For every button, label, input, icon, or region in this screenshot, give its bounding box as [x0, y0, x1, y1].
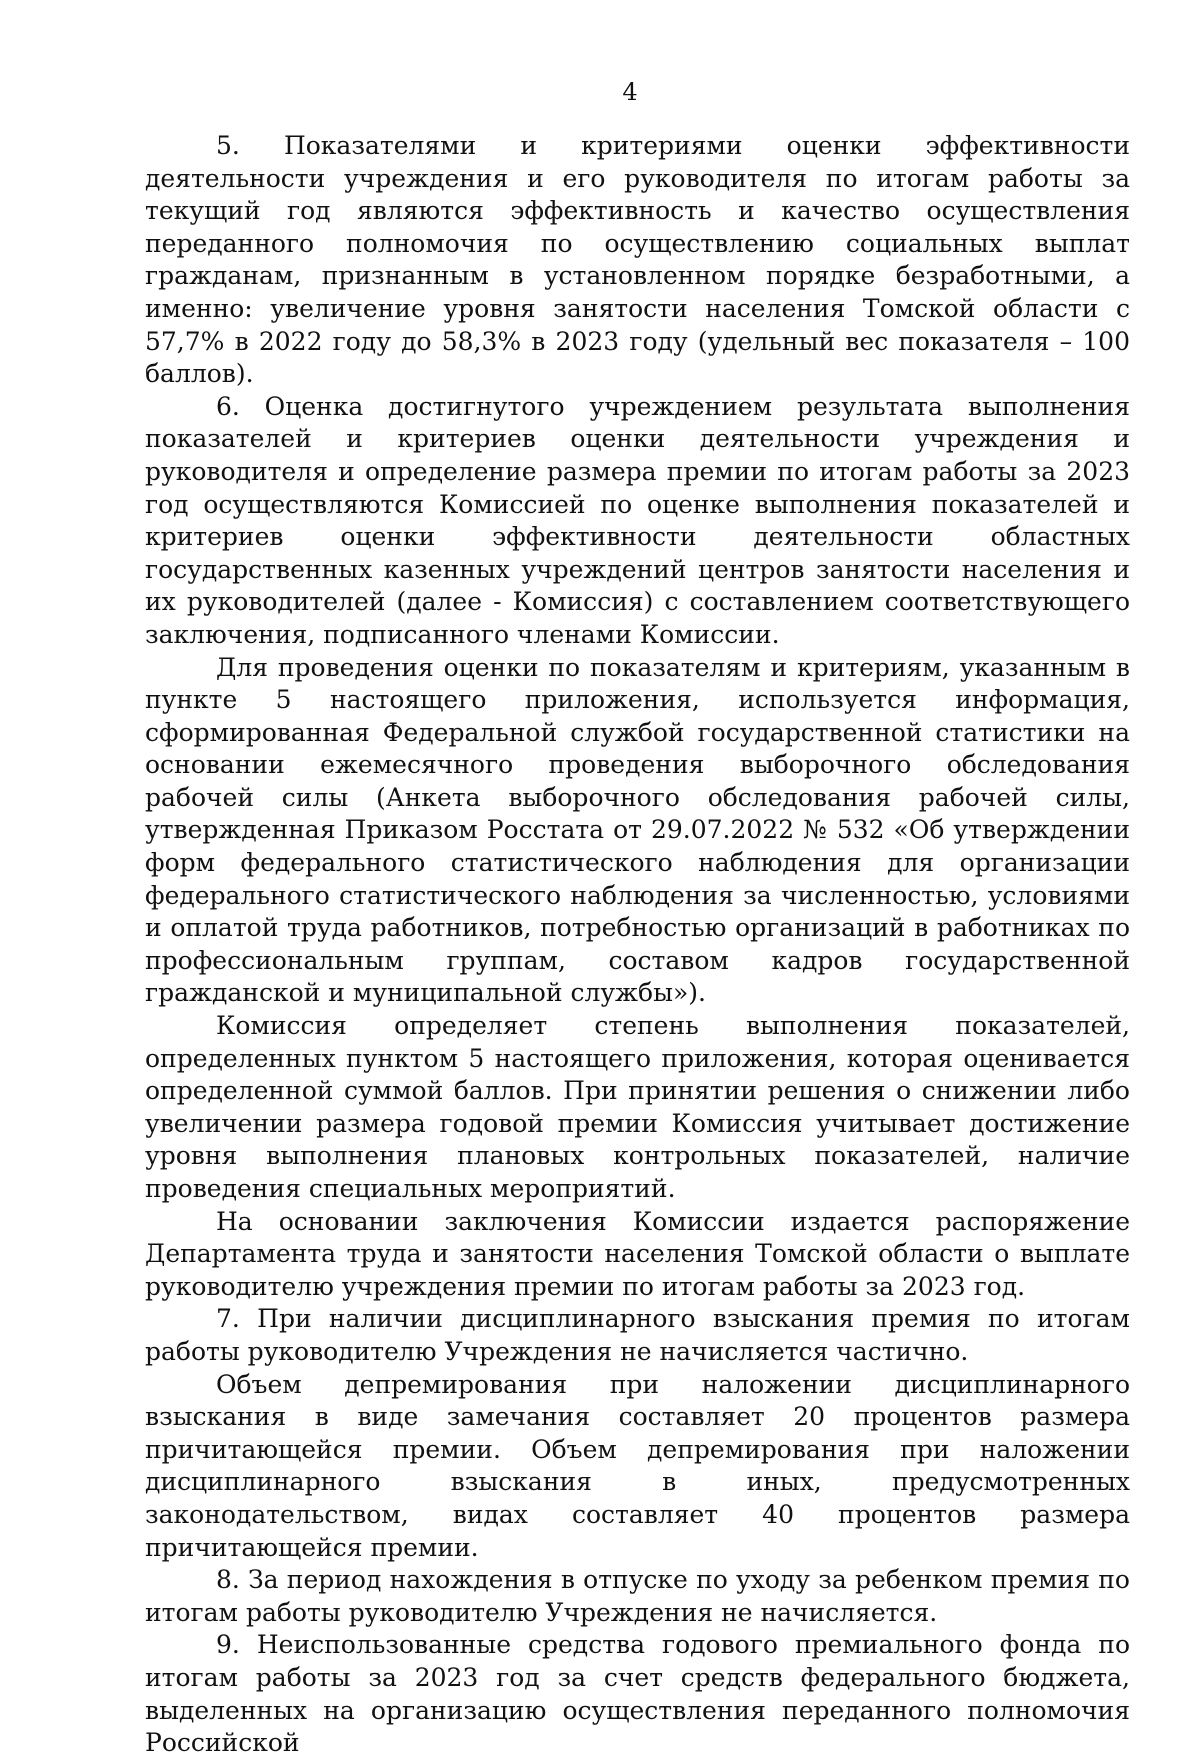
- paragraph-item-9: 9. Неиспользованные средства годового премиального фонда по итогам работы за 2023 год за счет средств федерального бюджета, выделенных на организацию осуществления переданного полномочия Российской: [145, 1630, 1130, 1758]
- paragraph-item-8: 8. За период нахождения в отпуске по уходу за ребенком премия по итогам работы руководителю Учреждения не начисляется.: [145, 1565, 1130, 1627]
- document-body: [145, 130, 1130, 1760]
- paragraph-department-order: На основании заключения Комиссии издается распоряжение Департамента труда и занятости населения Томской области о выплате руководителю учреждения премии по итогам работы за 2023 год.: [145, 1206, 1130, 1301]
- paragraph-item-5: 5. Показателями и критериями оценки эффективности деятельности учреждения и его руководителя по итогам работы за текущий год являются эффективность и качество осуществления переданного полномочия по осуществлению социальных выплат гражданам, признанным в установленном порядке безработными, а именно: увеличение уровня занятости населения Томской области с 57,7% в 2022 году до 58,3% в 2023 году (удельный вес показателя – 100 баллов).: [145, 131, 1130, 389]
- paragraph-commission-determination: Комиссия определяет степень выполнения показателей, определенных пунктом 5 настоящего приложения, которая оценивается определенной суммой баллов. При принятии решения о снижении либо увеличении размера годовой премии Комиссия учитывает достижение уровня выполнения плановых контрольных показателей, наличие проведения специальных мероприятий.: [145, 1011, 1130, 1203]
- paragraph-assessment-information: Для проведения оценки по показателям и критериям, указанным в пункте 5 настоящего приложения, используется информация, сформированная Федеральной службой государственной статистики на основании ежемесячного проведения выборочного обследования рабочей силы (Анкета выборочного обследования рабочей силы, утвержденная Приказом Росстата от 29.07.2022 № 532 «Об утверждении форм федерального статистического наблюдения для организации федерального статистического наблюдения за численностью, условиями и оплатой труда работников, потребностью организаций в работниках по профессиональным группам, составом кадров государственной гражданской и муниципальной службы»).: [145, 652, 1130, 1008]
- paragraph-deprivation-volume: Объем депремирования при наложении дисциплинарного взыскания в виде замечания составляет 20 процентов размера причитающейся премии. Объем депремирования при наложении дисциплинарного взыскания в иных, предусмотренных законодательством, видах составляет 40 процентов размера причитающейся премии.: [145, 1369, 1130, 1562]
- paragraph-item-6: 6. Оценка достигнутого учреждением результата выполнения показателей и критериев оценки деятельности учреждения и руководителя и определение размера премии по итогам работы за 2023 год осуществляются Комиссией по оценке выполнения показателей и критериев оценки эффективности деятельности областных государственных казенных учреждений центров занятости населения и их руководителей (далее - Комиссия) с составлением соответствующего заключения, подписанного членами Комиссии.: [145, 391, 1130, 649]
- paragraph-item-7: 7. При наличии дисциплинарного взыскания премия по итогам работы руководителю Учреждения не начисляется частично.: [145, 1304, 1130, 1366]
- page-number: 4: [622, 78, 638, 106]
